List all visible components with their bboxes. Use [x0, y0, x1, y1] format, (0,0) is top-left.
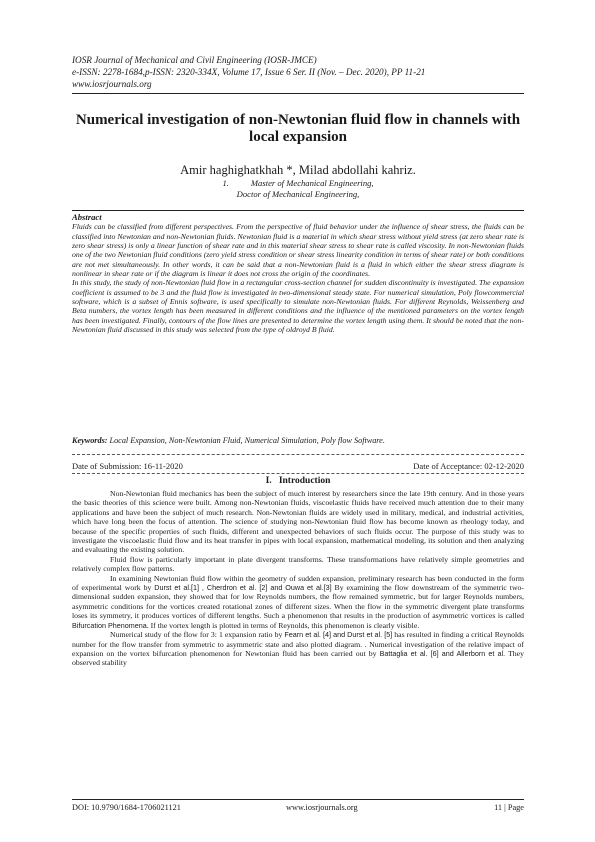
abstract-top-divider [72, 210, 524, 211]
keywords [72, 436, 524, 445]
affiliation-line-1: Master of Mechanical Engineering, [250, 178, 374, 188]
author-list: Amir haghighatkhah *, Milad abdollahi kahriz. [180, 163, 416, 177]
section-title: Introduction [278, 476, 331, 486]
journal-issn: e-ISSN: 2278-1684,p-ISSN: 2320-334X, Volume 17, Issue 6 Ser. II (Nov. – Dec. 2020), PP 11-21 [72, 67, 426, 77]
citation-ref: Durst et al.[1] , Cherdron et al. [2] and Ouwa et al.[3] [154, 583, 332, 593]
citation-ref: Fearn et al. [4] and Durst et al. [5] [284, 630, 393, 640]
affiliation-line-2: Doctor of Mechanical Engineering, [236, 189, 360, 199]
page-footer [72, 803, 524, 812]
abstract-heading: Abstract [72, 212, 102, 222]
keywords-label: Keywords: [72, 436, 108, 445]
journal-header [72, 54, 524, 90]
abstract-paragraph-1: Fluids can be classified from different perspectives. From the perspective of fluid behavior under the influence of shear stress, the fluids can be classified into Newtonian and non-Newtonian fluids. Newtonian fluid is a material in which shear stress without yield stress (at zero shear rate is zero shear stress) is only a linear function of shear rate and in this material shear stress to shear rate is called viscosity. In non-Newtonian fluids one of the two Newtonian fluid conditions (zero yield stress condition or shear stress linearity condition in terms of shear rate) or both conditions are not met simultaneously. In other words, it can be said that a non-Newtonian fluid is a fluid in which either the shear stress diagram is nonlinear in shear rate or if the diagram is linear it does not cross the origin of the coordinates. [72, 222, 524, 279]
dates-bottom-divider [72, 473, 524, 474]
journal-website[interactable]: www.iosrjournals.org [72, 79, 152, 89]
footer-website[interactable]: www.iosrjournals.org [286, 803, 358, 812]
footer-doi[interactable]: DOI: 10.9790/1684-1706021121 [72, 803, 181, 812]
citation-ref: Battaglia et al. [6] and Allerborn et al. [379, 648, 506, 658]
section-heading [72, 476, 524, 486]
dates-top-divider [72, 454, 524, 455]
footer-divider [72, 799, 524, 800]
body-text-run: By examining the flow downstream of the symmetric two-dimensional sudden expansion, they showed that for low Reynolds numbers, the flow remained symmetric, but for larger Reynolds numbers, asymmetric conditions for the vortices created rotational zones of different sizes. When the flow in the symmetric divergent plate transforms loses its symmetry, it produces vortices of different lengths. Such a phenomenon that results in the production of asymmetric vortices is called [72, 583, 524, 621]
body-text-run: Numerical study of the flow for 3: 1 expansion ratio by [110, 630, 285, 640]
body-text-run: has resulted in finding a critical Reynolds number for the flow transfer from symmetric to asymmetric state and also plotted diagram. . Numerical investigation of the relative impact of expansion on the vortex bifurcation phenomenon for Newtonian fluid has been carried out by [72, 630, 525, 658]
term-ref: Bifurcation Phenomena [72, 620, 147, 630]
acceptance-date: Date of Acceptance: 02-12-2020 [413, 461, 524, 471]
body-paragraph-2: Fluid flow is particularly important in plate divergent transforms. These transformations have relatively simple geometries and relatively complex flow patterns. [72, 554, 524, 574]
section-number: I. [265, 476, 272, 486]
journal-name: IOSR Journal of Mechanical and Civil Engineering (IOSR-JMCE) [72, 55, 317, 65]
affiliation-number: 1. [222, 178, 229, 188]
keywords-text: Local Expansion, Non-Newtonian Fluid, Numerical Simulation, Poly flow Software. [109, 436, 385, 445]
abstract-block [72, 213, 524, 334]
paper-title: Numerical investigation of non-Newtonian fluid flow in channels with local expansion [75, 112, 521, 145]
affiliation [72, 178, 524, 200]
body-text-run: . If the vortex length is plotted in terms of Reynolds, this phenomenon is clearly visible. [146, 620, 420, 630]
header-divider [72, 93, 524, 94]
submission-date: Date of Submission: 16-11-2020 [72, 461, 183, 471]
body-paragraph-1: Non-Newtonian fluid mechanics has been the subject of much interest by researchers since the late 19th century. And in those years the basic theories of this science were built. Among non-Newtonian fluids, viscoelastic fluids have received much attention due to their many applications and have been the subject of much research. Non-Newtonian fluids are widely used in military, medical, and industrial activities, which have long been the focus of attention. The science of studying non-Newtonian fluid flow has become known as rheology today, and because of the specific properties of such fluids, different and unexpected behaviors of such fluids occur. The purpose of this study was to investigate the viscoelastic fluid flow and its heat transfer in pipes with local expansion, mathematical modeling, its solution and then analyzing and evaluating the existing solution. [72, 489, 524, 555]
footer-page-number: 11 | Page [494, 803, 524, 812]
body-text-run: In examining Newtonian fluid flow within the geometry of sudden expansion, preliminary research has been conducted in the form of experimental work by [72, 573, 524, 593]
body-text [72, 489, 524, 668]
abstract-paragraph-2: In this study, the study of non-Newtonian fluid flow in a rectangular cross-section channel for sudden discontinuity is investigated. The expansion coefficient is assumed to be 3 and the fluid flow is investigated in two-dimensional steady state. For numerical simulation, Poly flowcommercial software, which is a subset of Ennis software, is used specifically to simulate non-Newtonian fluids. For different Reynolds, Weissenberg and Beta numbers, the vortex length has been measured in different conditions and the influence of the mentioned parameters on the vortex length has been investigated. Finally, contours of the flow lines are presented to determine the vortex length using them. It should be noted that the non-Newtonian fluid discussed in this study was selected from the type of oldroyd B fluid. [72, 278, 524, 335]
body-text-run: They observed stability [72, 648, 524, 668]
body-paragraph-4 [72, 630, 524, 668]
body-paragraph-3 [72, 574, 524, 630]
dates-row [72, 461, 524, 471]
